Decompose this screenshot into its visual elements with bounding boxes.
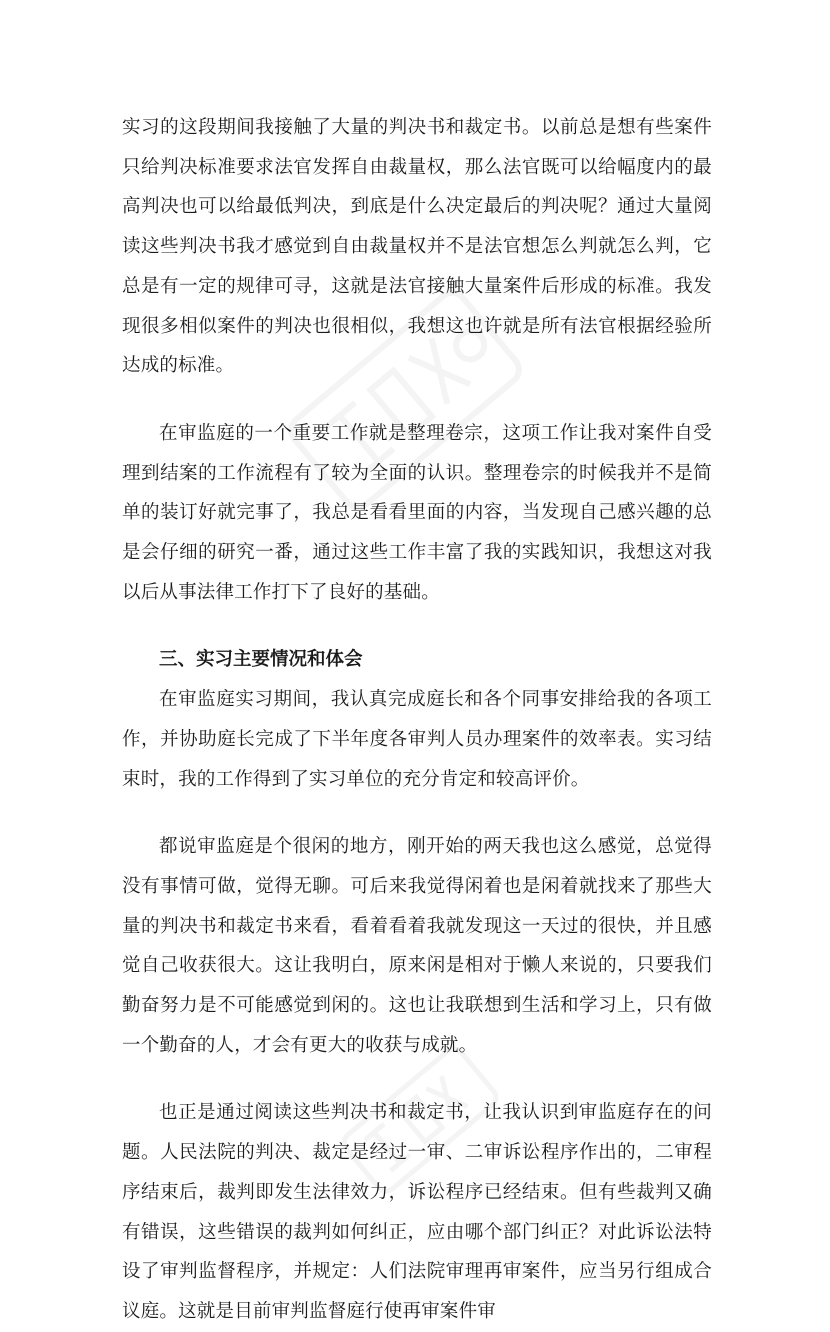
paragraph-diligence: 都说审监庭是个很闲的地方，刚开始的两天我也这么感觉，总觉得没有事情可做，觉得无聊。可后来我觉得闲着也是闲着就找来了那些大量的判决书和裁定书来看，看着看着我就发现这一天过的很快，并且感觉自己收获很大。这让我明白，原来闲是相对于懒人来说的，只要我们勤奋努力是不可能感觉到闲的。这也让我联想到生活和学习上，只有做一个勤奋的人，才会有更大的收获与成就。	[122, 836, 712, 1056]
section-heading: 三、实习主要情况和体会	[159, 649, 363, 671]
paragraph-case-files: 在审监庭的一个重要工作就是整理卷宗，这项工作让我对案件自受理到结案的工作流程有了较为全面的认识。整理卷宗的时候我并不是简单的装订好就完事了，我总是看看里面的内容，当发现自己感兴趣的总是会仔细的研究一番，通过这些工作丰富了我的实践知识，我想这对我以后从事法律工作打下了良好的基础。	[122, 422, 712, 603]
paragraph-judgments: 实习的这段期间我接触了大量的判决书和裁定书。以前总是想有些案件只给判决标准要求法官发挥自由裁量权，那么法官既可以给幅度内的最高判决也可以给最低判决，到底是什么决定最后的判决呢？通过大量阅读这些判决书我才感觉到自由裁量权并不是法官想怎么判就怎么判，它总是有一定的规律可寻，这就是法官接触大量案件后形成的标准。我发现很多相似案件的判决也很相似，我想这也许就是所有法官根据经验所达成的标准。	[122, 117, 712, 377]
document-body	[122, 108, 712, 1332]
paragraph-supervision-issues: 也正是通过阅读这些判决书和裁定书，让我认识到审监庭存在的问题。人民法院的判决、裁定是经过一审、二审诉讼程序作出的，二审程序结束后，裁判即发生法律效力，诉讼程序已经结束。但有些裁判又确有错误，这些错误的裁判如何纠正，应由哪个部门纠正？对此诉讼法特设了审判监督程序，并规定：人们法院审理再审案件，应当另行组成合议庭。这就是目前审判监督庭行使再审案件审	[122, 1102, 712, 1322]
paragraph-internship-work: 在审监庭实习期间，我认真完成庭长和各个同事安排给我的各项工作，并协助庭长完成了下半年度各审判人员办理案件的效率表。实习结束时，我的工作得到了实习单位的充分肯定和较高评价。	[122, 689, 712, 790]
